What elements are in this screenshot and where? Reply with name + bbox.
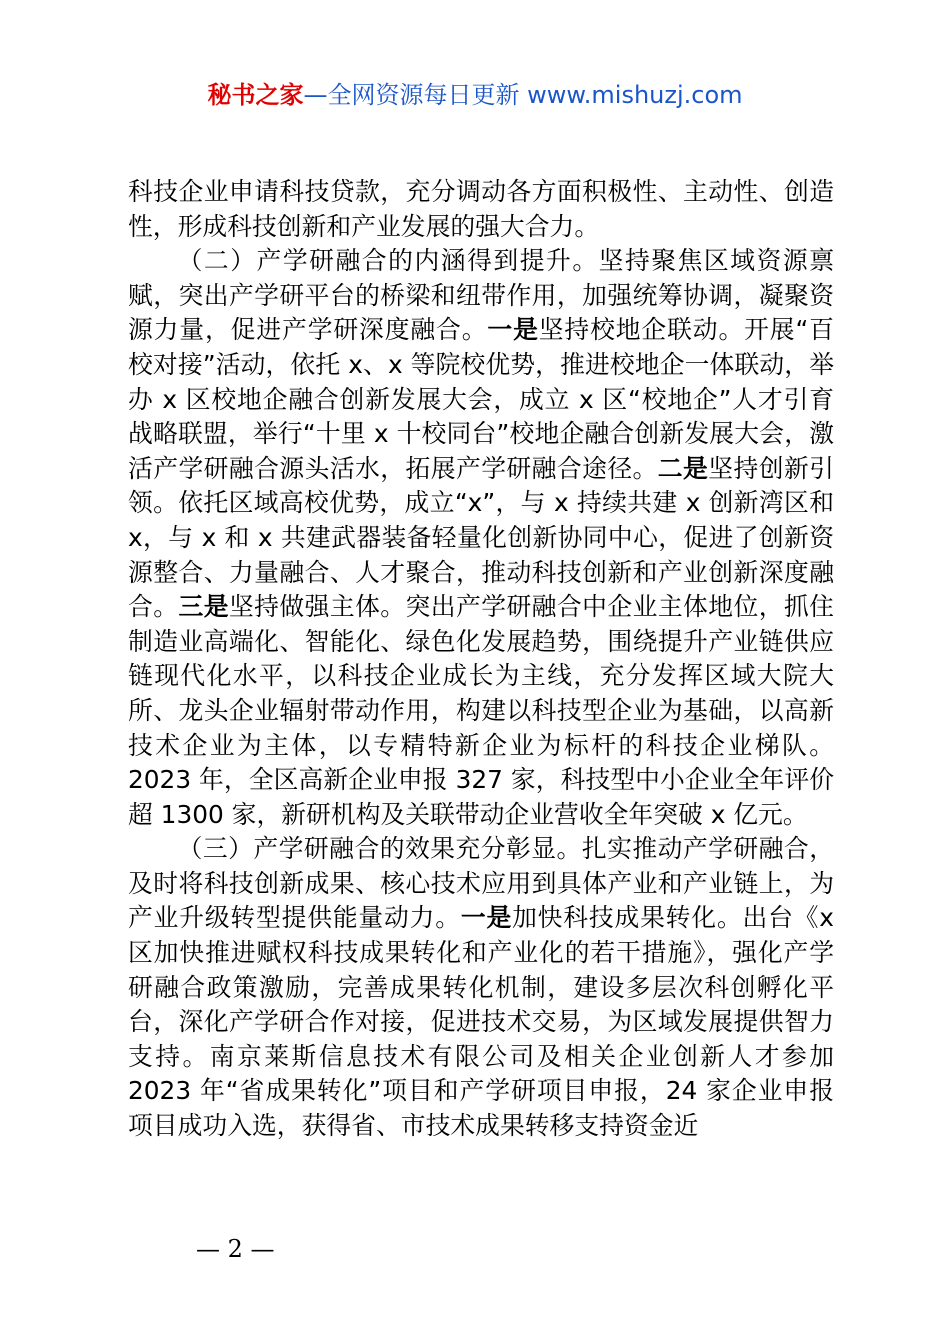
banner-slogan: —全网资源每日更新 xyxy=(303,81,520,109)
bold-lead: 二是 xyxy=(657,453,709,483)
paragraph-text: 坚持创新引领。依托区域高校优势，成立“x”，与 x 持续共建 x 创新湾区和 x，与 x 和 x 共建武器装备轻量化创新协同中心，促进了创新资源整合、力量融合、人才聚合，推动科技创新和产业创新深度融合。 xyxy=(128,453,834,622)
paragraph-text: 科技企业申请科技贷款，充分调动各方面积极性、主动性、创造性，形成科技创新和产业发展的强大合力。 xyxy=(128,177,834,241)
bold-lead: 三是 xyxy=(178,592,229,622)
paragraph-text: 坚持做强主体。突出产学研融合中企业主体地位，抓住制造业高端化、智能化、绿色化发展趋势，围绕提升产业链供应链现代化水平，以科技企业成长为主线，充分发挥区域大院大所、龙头企业辐射带动作用，构建以科技型企业为基础，以高新技术企业为主体，以专精特新企业为标杆的科技企业梯队。2023 年，全区高新企业申报 327 家，科技型中小企业全年评价超 1300 家，新研机构及关联带动企业营收全年突破 x 亿元。 xyxy=(128,592,834,829)
paragraph-text: （二）产学研融合的内涵得到提升。坚持聚焦区域资源禀赋，突出产学研平台的桥梁和纽带作用，加强统筹协调，凝聚资源力量，促进产学研深度融合。 xyxy=(128,246,834,345)
site-banner xyxy=(0,78,950,112)
paragraph-text: 加快科技成果转化。出台《x 区加快推进赋权科技成果转化和产业化的若干措施》，强化产学研融合政策激励，完善成果转化机制，建设多层次科创孵化平台，深化产学研合作对接，促进技术交易，为区域发展提供智力支持。南京莱斯信息技术有限公司及相关企业创新人才参加 2023 年“省成果转化”项目和产学研项目申报，24 家企业申报项目成功入选，获得省、市技术成果转移支持资金近 xyxy=(128,903,834,1141)
bold-lead: 一是 xyxy=(460,903,513,933)
page-number: — 2 — xyxy=(196,1235,275,1263)
paragraph xyxy=(128,175,834,244)
paragraph xyxy=(128,244,834,832)
paragraph xyxy=(128,832,834,1143)
document-body xyxy=(128,175,834,1144)
paragraph-text: 坚持校地企联动。开展“百校对接”活动，依托 x、x 等院校优势，推进校地企一体联动，举办 x 区校地企融合创新发展大会，成立 x 区“校地企”人才引育战略联盟，举行“十里 x 十校同台”校地企融合创新发展大会，激活产学研融合源头活水，拓展产学研融合途径。 xyxy=(128,315,834,483)
paragraph-text: （三）产学研融合的效果充分彰显。扎实推动产学研融合，及时将科技创新成果、核心技术应用到具体产业和产业链上，为产业升级转型提供能量动力。 xyxy=(128,834,834,933)
site-url-link[interactable]: www.mishuzj.com xyxy=(527,81,743,109)
bold-lead: 一是 xyxy=(487,315,539,345)
brand-name: 秘书之家 xyxy=(207,81,304,109)
